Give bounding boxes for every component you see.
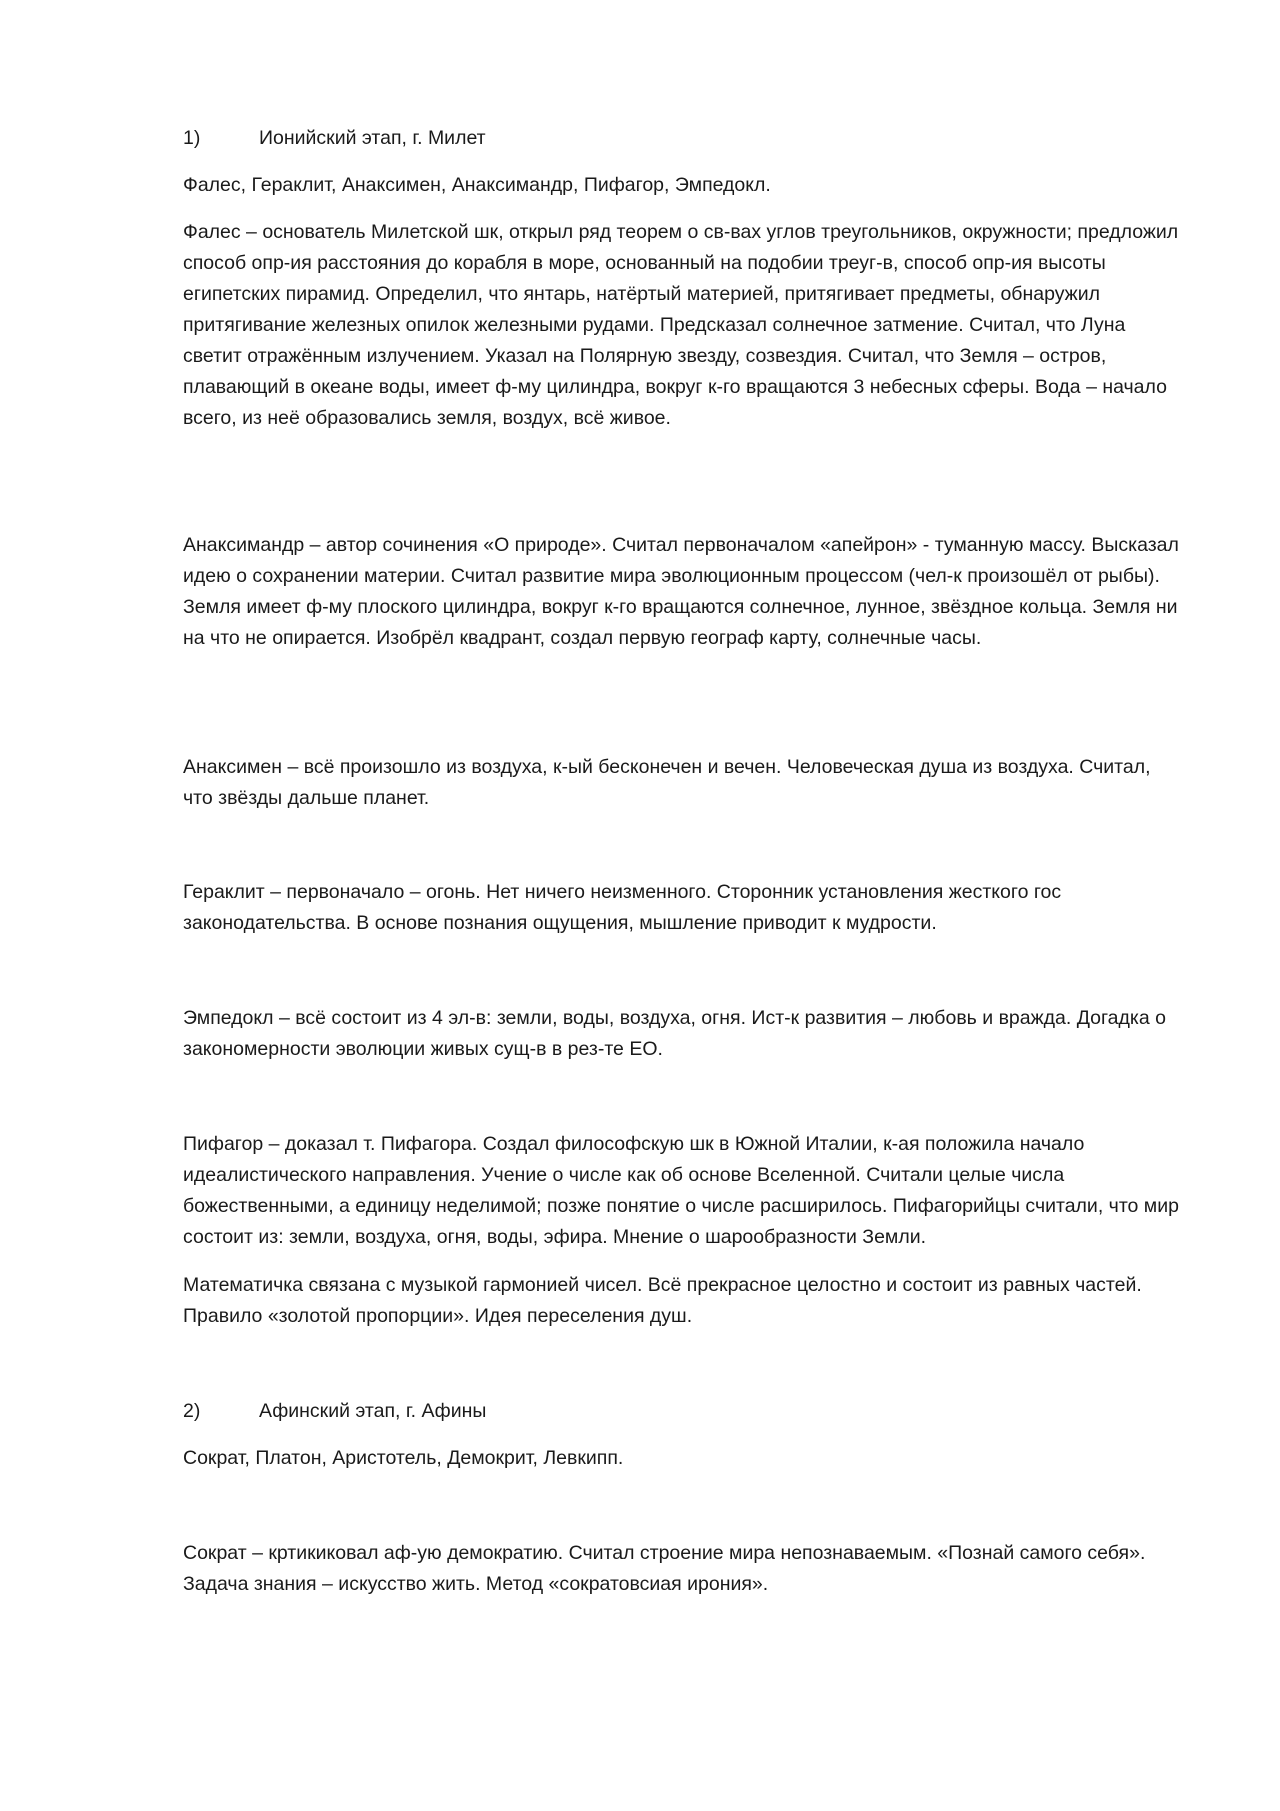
names-list: Сократ, Платон, Аристотель, Демокрит, Левкипп. <box>183 1447 624 1469</box>
section-number: 2) <box>183 1400 201 1422</box>
section-heading-2 <box>183 1396 486 1427</box>
paragraph-empedocles: Эмпедокл – всё состоит из 4 эл-в: земли, воды, воздуха, огня. Ист-к развития – любовь и вражда. Догадка о закономерности эволюции живых сущ-в в рез-те ЕО. <box>183 1007 1166 1060</box>
paragraph-thales: Фалес – основатель Милетской шк, открыл ряд теорем о св-вах углов треугольников, окружности; предложил способ опр-ия расстояния до корабля в море, основанный на подобии треуг-в, способ опр-ия высоты египетских пирамид. Определил, что янтарь, натёртый материей, притягивает предметы, обнаружил притягивание железных опилок железными рудами. Предсказал солнечное затмение. Считал, что Луна светит отражённым излучением. Указал на Полярную звезду, созвездия. Считал, что Земля – остров, плавающий в океане воды, имеет ф-му цилиндра, вокруг к-го вращаются 3 небесных сферы. Вода – начало всего, из неё образовались земля, воздух, всё живое. <box>183 221 1179 429</box>
paragraph-pythagoras: Пифагор – доказал т. Пифагора. Создал философскую шк в Южной Италии, к-ая положила начало идеалистического направления. Учение о числе как об основе Вселенной. Считали целые числа божественными, а единицу неделимой; позже понятие о числе расширилось. Пифагорийцы считали, что мир состоит из: земли, воздуха, огня, воды, эфира. Мнение о шарообразности Земли. <box>183 1133 1179 1248</box>
section-title: Афинский этап, г. Афины <box>259 1400 487 1422</box>
paragraph-socrates: Сократ – кртикиковал аф-ую демократию. Считал строение мира непознаваемым. «Познай самого себя». Задача знания – искусство жить. Метод «сократовсиая ирония». <box>183 1542 1146 1595</box>
paragraph-anaximenes: Анаксимен – всё произошло из воздуха, к-ый бесконечен и вечен. Человеческая душа из воздуха. Считал, что звёзды дальше планет. <box>183 756 1151 809</box>
names-list: Фалес, Гераклит, Анаксимен, Анаксимандр, Пифагор, Эмпедокл. <box>183 174 771 196</box>
paragraph-mathematics: Математичка связана с музыкой гармонией чисел. Всё прекрасное целостно и состоит из равных частей. Правило «золотой пропорции». Идея переселения душ. <box>183 1274 1142 1327</box>
section-heading-1 <box>183 123 486 154</box>
section-title: Ионийский этап, г. Милет <box>259 127 486 149</box>
section-number: 1) <box>183 127 201 149</box>
paragraph-heraclitus: Гераклит – первоначало – огонь. Нет ничего неизменного. Сторонник установления жесткого гос законодательства. В основе познания ощущения, мышление приводит к мудрости. <box>183 881 1062 934</box>
paragraph-anaximander: Анаксимандр – автор сочинения «О природе». Считал первоначалом «апейрон» - туманную массу. Высказал идею о сохранении материи. Считал развитие мира эволюционным процессом (чел-к произошёл от рыбы). Земля имеет ф-му плоского цилиндра, вокруг к-го вращаются солнечное, лунное, звёздное кольца. Земля ни на что не опирается. Изобрёл квадрант, создал первую географ карту, солнечные часы. <box>183 534 1179 649</box>
